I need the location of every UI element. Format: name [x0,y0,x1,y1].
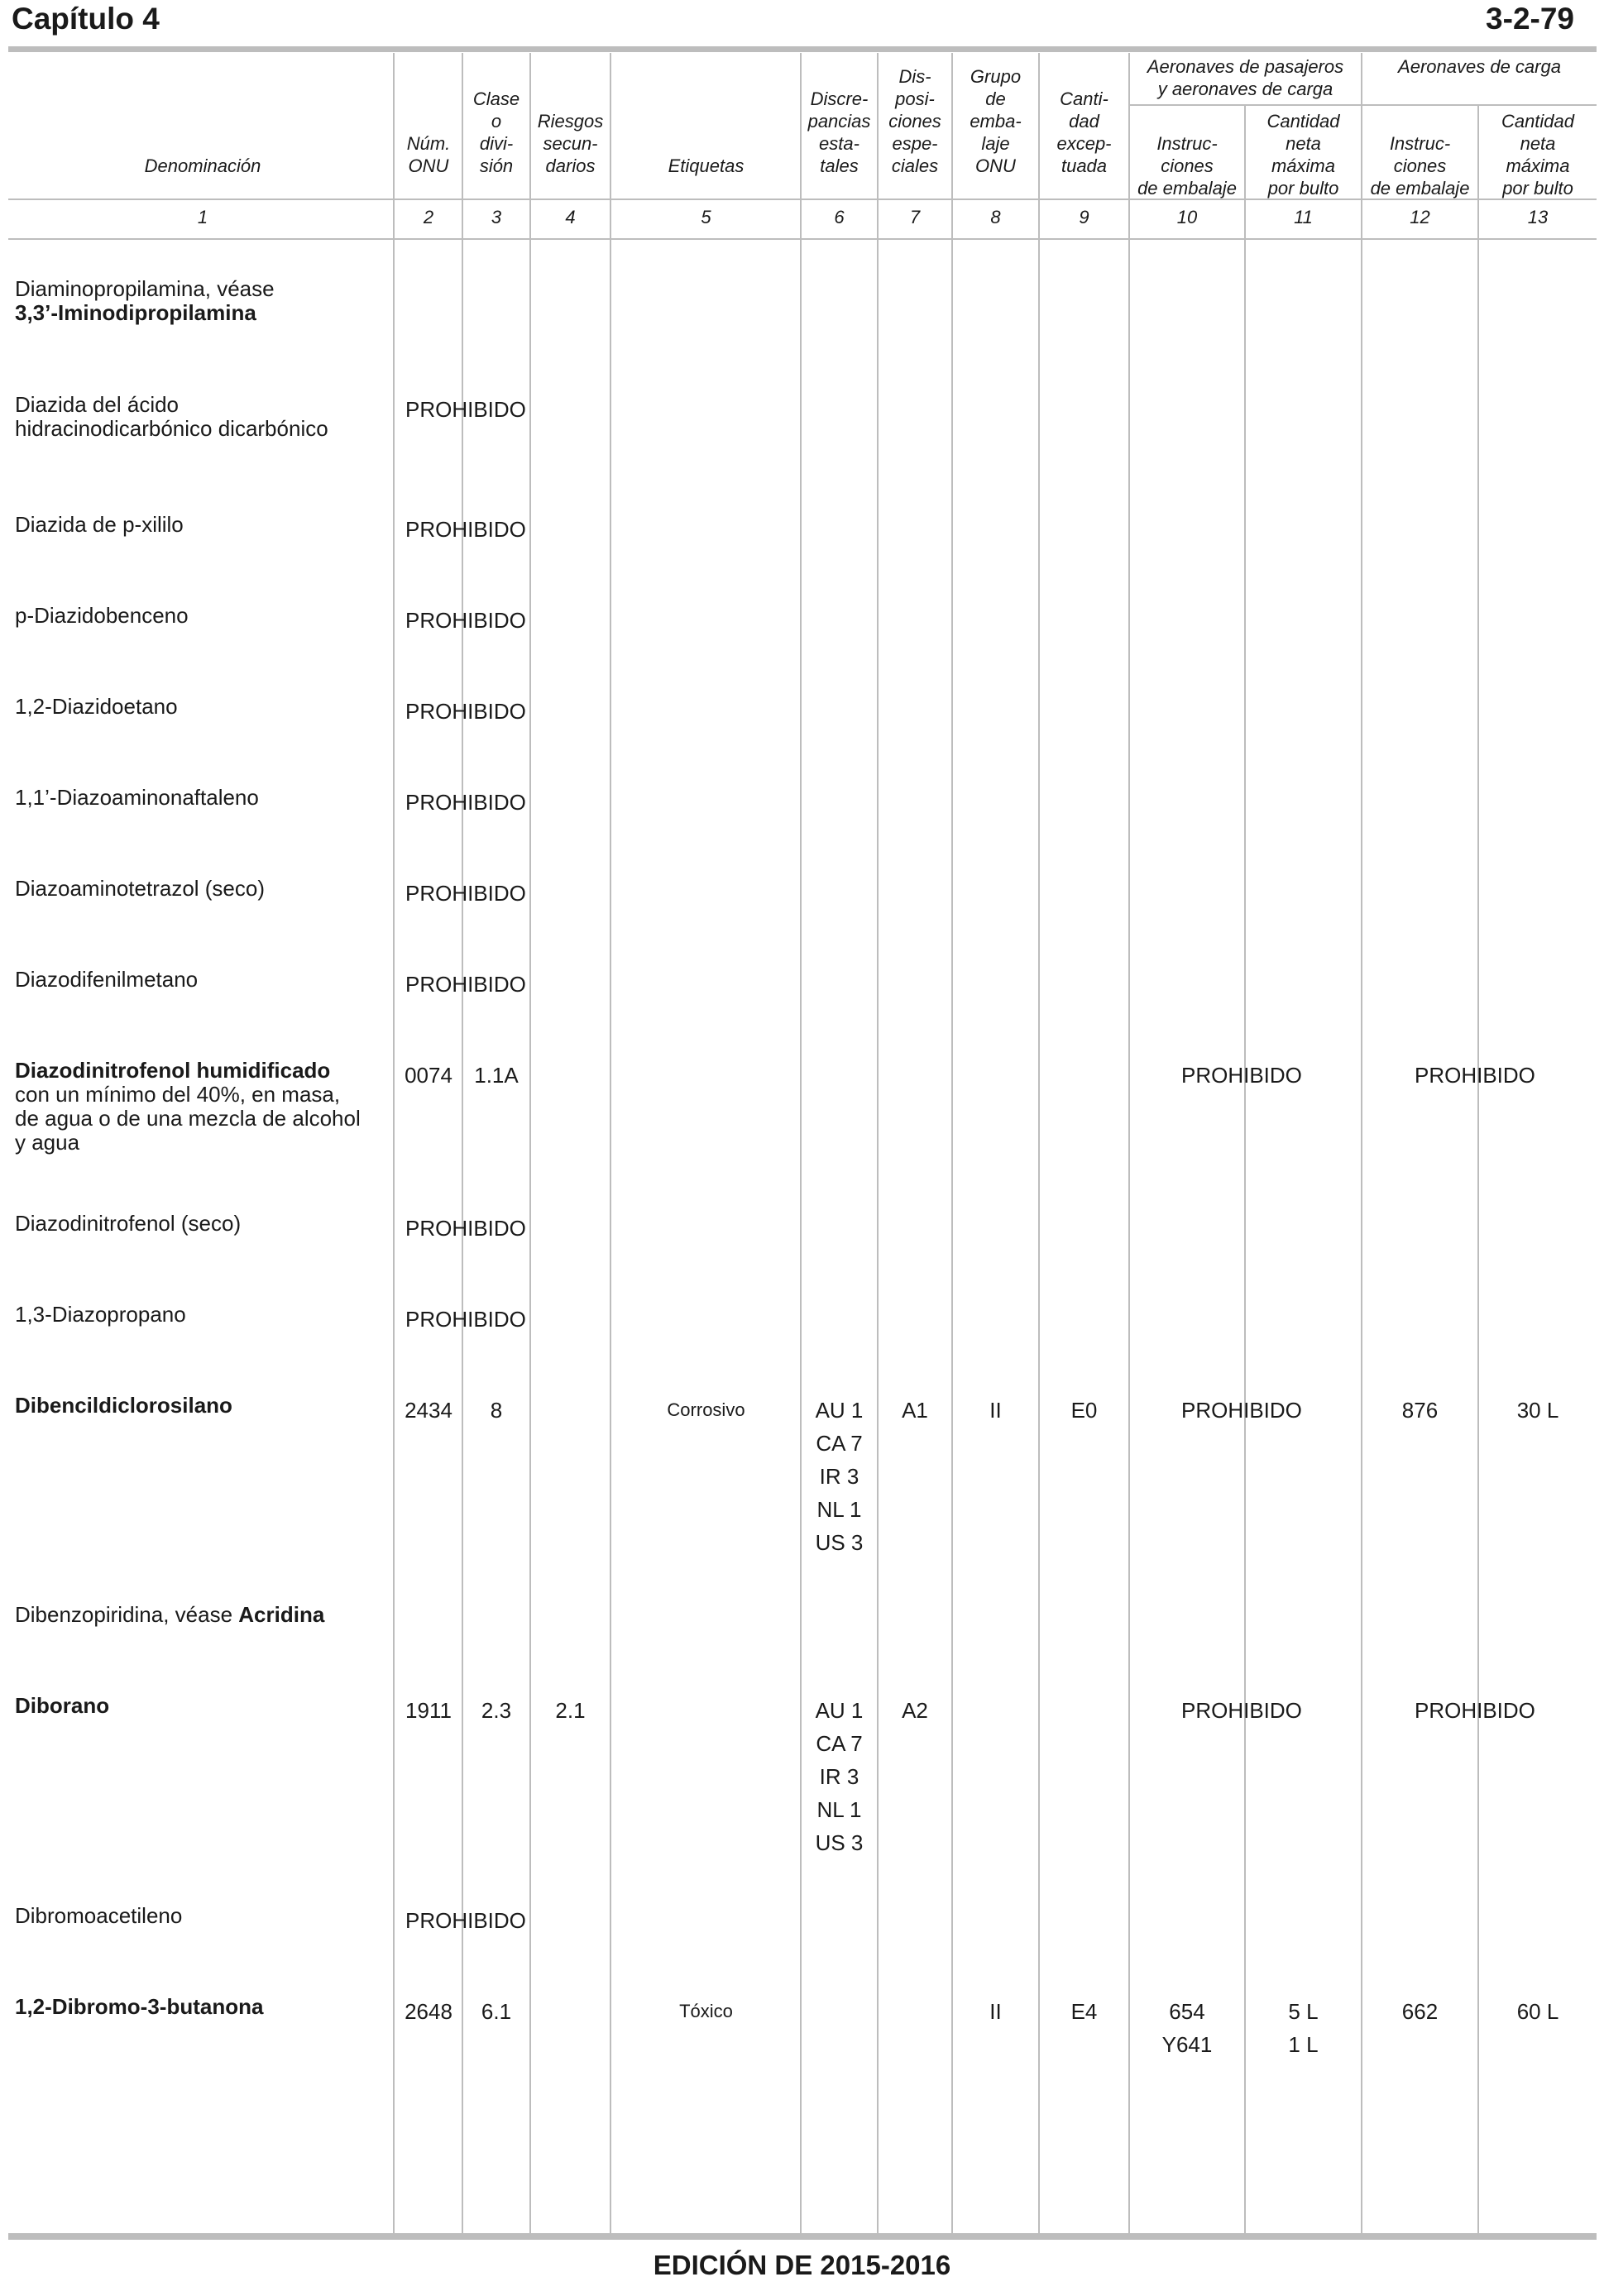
cell-grupo: II [989,1398,1002,1423]
table-row-name: Dibromoacetileno [15,1903,183,1928]
cell-cantidad-pasajeros: 5 L 1 L [1288,1999,1319,2057]
number-row-divider [8,238,1597,240]
col-group-pasajeros: Aeronaves de pasajeros y aeronaves de carga [1147,56,1344,99]
col-header-disposiciones: Dis- posi- ciones espe- ciales [888,66,941,176]
cell-etiqueta: Corrosivo [667,1399,745,1420]
cell-clase: 6.1 [481,1999,512,2024]
col-number: 10 [1176,207,1198,227]
cell-etiqueta: Tóxico [679,2001,733,2021]
table-row-name: 1,2-Dibromo-3-butanona [15,1994,264,2019]
col-divider-2 [462,53,463,2233]
col-divider-12 [1477,104,1479,2233]
prohibited-label: PROHIBIDO [1415,1698,1535,1723]
cell-grupo: II [989,1999,1002,2024]
cell-cantidad-carga: 30 L [1516,1398,1559,1423]
col-number: 13 [1527,207,1549,227]
col-divider-9 [1128,53,1130,2233]
cell-num-onu: 1911 [405,1698,452,1723]
cell-num-onu: 0074 [405,1063,452,1088]
col-divider-3 [529,53,531,2233]
table-row-name: Dibencildiclorosilano [15,1393,232,1418]
col-number: 6 [834,207,845,227]
table-row-name: Diazodinitrofenol humidificado con un mínimo del 40%, en masa, de agua o de una mezcla de alcohol y agua [15,1058,361,1155]
prohibited-label: PROHIBIDO [1181,1698,1302,1723]
col-divider-4 [610,53,611,2233]
prohibited-label: PROHIBIDO [405,790,526,815]
prohibited-label: PROHIBIDO [1181,1398,1302,1423]
col-header-clase: Clase o divi- sión [472,88,520,176]
group-divider [1128,104,1597,106]
cell-exceptuada: E0 [1070,1398,1098,1423]
table-row-name: Diazida del ácido hidracinodicarbónico dicarbónico [15,392,328,441]
col-divider-5 [800,53,802,2233]
prohibited-label: PROHIBIDO [1415,1063,1535,1088]
prohibited-label: PROHIBIDO [405,699,526,724]
top-rule [8,46,1597,52]
col-header-cantidad-exceptuada: Canti- dad excep- tuada [1056,88,1112,176]
col-number: 3 [491,207,502,227]
col-header-instrucciones-carga: Instruc- ciones de embalaje [1370,133,1470,199]
col-number: 1 [197,207,208,227]
cell-num-onu: 2648 [405,1999,452,2024]
table-row-name: Diaminopropilamina, véase 3,3’-Iminodipropilamina [15,276,275,325]
edition-footer: EDICIÓN DE 2015-2016 [653,2250,951,2280]
col-group-carga: Aeronaves de carga [1398,56,1561,77]
col-header-instrucciones-pasajeros: Instruc- ciones de embalaje [1137,133,1237,199]
cell-cantidad-carga: 60 L [1516,1999,1559,2024]
col-divider-11 [1361,53,1362,2233]
cell-disposiciones: A1 [902,1398,928,1423]
cell-num-onu: 2434 [405,1398,452,1423]
table-row-name: Diazoaminotetrazol (seco) [15,876,266,901]
bottom-rule [8,2233,1597,2240]
prohibited-label: PROHIBIDO [405,1908,526,1933]
col-number: 2 [423,207,434,227]
table-row-name: p-Diazidobenceno [15,603,189,628]
prohibited-label: PROHIBIDO [405,397,526,422]
table-row-name: 1,2-Diazidoetano [15,694,178,719]
col-number: 4 [565,207,576,227]
col-header-grupo: Grupo de emba- laje ONU [970,66,1022,176]
col-divider-10 [1244,104,1246,2233]
col-number: 9 [1079,207,1089,227]
cell-discrepancias: AU 1 CA 7 IR 3 NL 1 US 3 [815,1698,864,1855]
col-divider-6 [877,53,879,2233]
cell-exceptuada: E4 [1070,1999,1098,2024]
chapter-title: Capítulo 4 [12,2,160,36]
cell-instrucciones-carga: 876 [1401,1398,1439,1423]
table-row-name: Diazida de p-xililo [15,512,184,537]
prohibited-label: PROHIBIDO [405,972,526,997]
prohibited-label: PROHIBIDO [405,1307,526,1332]
col-number: 11 [1294,207,1313,227]
prohibited-label: PROHIBIDO [405,881,526,906]
col-header-denominacion: Denominación [144,155,261,176]
cell-discrepancias: AU 1 CA 7 IR 3 NL 1 US 3 [815,1398,864,1555]
cell-clase: 2.3 [481,1698,512,1723]
table-row-name: Diazodifenilmetano [15,967,199,992]
col-number: 7 [909,207,921,227]
col-divider-7 [951,53,953,2233]
col-header-cantidad-carga: Cantidad neta máxima por bulto [1501,111,1575,199]
table-row-name: Dibenzopiridina, véase Acridina [15,1602,325,1627]
col-header-num-onu: Núm. ONU [406,133,451,176]
col-header-discrepancias: Discre- pancias esta- tales [807,88,871,176]
cell-riesgos: 2.1 [555,1698,586,1723]
col-divider-8 [1038,53,1040,2233]
prohibited-label: PROHIBIDO [1181,1063,1302,1088]
col-number: 12 [1410,207,1430,227]
cell-clase: 1.1A [474,1063,519,1088]
col-number: 8 [990,207,1001,227]
cell-instrucciones-pasajeros: 654 Y641 [1161,1999,1213,2057]
table-row-name: Diazodinitrofenol (seco) [15,1211,242,1236]
page-number: 3-2-79 [1486,2,1574,36]
col-header-etiquetas: Etiquetas [668,155,745,176]
prohibited-label: PROHIBIDO [405,1216,526,1241]
table-row-name: 1,1’-Diazoaminonaftaleno [15,785,259,810]
cell-instrucciones-carga: 662 [1401,1999,1439,2024]
col-header-riesgos: Riesgos secun- darios [537,111,604,176]
cell-clase: 8 [490,1398,503,1423]
col-header-cantidad-pasajeros: Cantidad neta máxima por bulto [1266,111,1340,199]
col-number: 5 [701,207,711,227]
table-row-name: 1,3-Diazopropano [15,1302,186,1327]
table-row-name: Diborano [15,1693,110,1718]
prohibited-label: PROHIBIDO [405,517,526,542]
cell-disposiciones: A2 [902,1698,928,1723]
prohibited-label: PROHIBIDO [405,608,526,633]
